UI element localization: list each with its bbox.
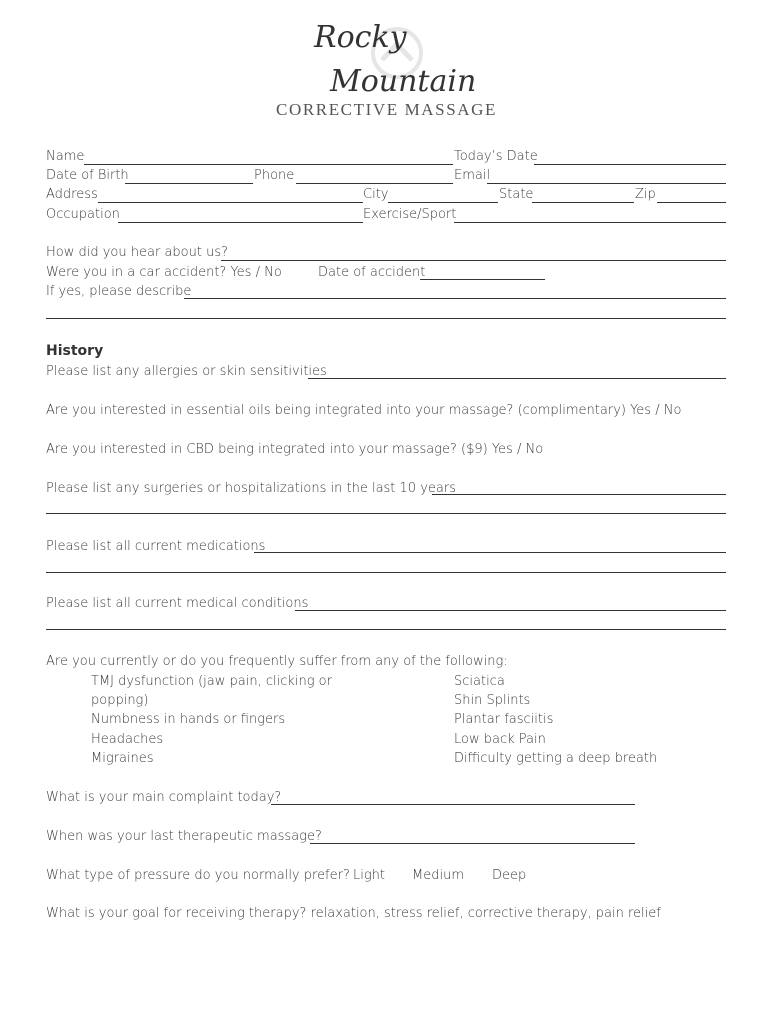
medications-field-line2[interactable]	[46, 572, 726, 573]
conditions-field[interactable]	[295, 610, 726, 611]
todays-date-field[interactable]	[534, 164, 726, 165]
goal-question: What is your goal for receiving therapy? relaxation, stress relief, corrective therapy, pain relief	[46, 906, 661, 921]
medications-label: Please list all current medications	[46, 539, 266, 554]
exercise-label: Exercise/Sport	[363, 207, 457, 222]
zip-field[interactable]	[657, 202, 726, 203]
logo-line2: Mountain	[330, 64, 477, 99]
dob-field[interactable]	[125, 183, 253, 184]
allergies-label: Please list any allergies or skin sensitivities	[46, 364, 327, 379]
name-field[interactable]	[84, 164, 453, 165]
logo	[270, 18, 510, 128]
email-label: Email	[454, 168, 491, 183]
pressure-option-deep[interactable]: Deep	[492, 868, 527, 883]
complaint-label: What is your main complaint today?	[46, 790, 282, 805]
condition-item: Headaches	[91, 732, 164, 747]
condition-item: Sciatica	[454, 674, 505, 689]
medications-field[interactable]	[254, 552, 726, 553]
essential-oils-question: Are you interested in essential oils being integrated into your massage? (complimentary) Yes / No	[46, 403, 682, 418]
name-label: Name	[46, 149, 85, 164]
surgeries-field[interactable]	[432, 494, 726, 495]
allergies-field[interactable]	[308, 378, 726, 379]
condition-item: Low back Pain	[454, 732, 546, 747]
suffer-question: Are you currently or do you frequently suffer from any of the following:	[46, 654, 508, 669]
hear-about-field[interactable]	[221, 260, 726, 261]
accident-question: Were you in a car accident? Yes / No	[46, 265, 282, 280]
hear-about-label: How did you hear about us?	[46, 245, 228, 260]
condition-item: TMJ dysfunction (jaw pain, clicking or	[91, 674, 332, 689]
occupation-field[interactable]	[118, 222, 363, 223]
surgeries-field-line2[interactable]	[46, 513, 726, 514]
conditions-label: Please list all current medical conditions	[46, 596, 309, 611]
accident-date-field[interactable]	[420, 279, 545, 280]
condition-item: Numbness in hands or fingers	[91, 712, 286, 727]
phone-label: Phone	[254, 168, 295, 183]
last-massage-field[interactable]	[310, 843, 635, 844]
address-label: Address	[46, 187, 98, 202]
accident-date-label: Date of accident	[318, 265, 426, 280]
condition-item: Migraines	[91, 751, 154, 766]
last-massage-label: When was your last therapeutic massage?	[46, 829, 322, 844]
complaint-field[interactable]	[271, 804, 635, 805]
pressure-option-medium[interactable]: Medium	[412, 868, 464, 883]
dob-label: Date of Birth	[46, 168, 129, 183]
city-label: City	[363, 187, 389, 202]
zip-label: Zip	[635, 187, 656, 202]
exercise-field[interactable]	[454, 222, 726, 223]
describe-field[interactable]	[184, 298, 726, 299]
condition-item: Difficulty getting a deep breath	[454, 751, 658, 766]
state-field[interactable]	[532, 202, 634, 203]
condition-item: popping)	[91, 693, 149, 708]
describe-label: If yes, please describe	[46, 284, 192, 299]
condition-item: Shin Splints	[454, 693, 531, 708]
surgeries-label: Please list any surgeries or hospitalizations in the last 10 years	[46, 481, 456, 496]
logo-line1: Rocky	[314, 20, 407, 55]
describe-field-line2[interactable]	[46, 318, 726, 319]
phone-field[interactable]	[296, 183, 453, 184]
email-field[interactable]	[487, 183, 726, 184]
history-heading: History	[46, 343, 104, 359]
conditions-field-line2[interactable]	[46, 629, 726, 630]
address-field[interactable]	[98, 202, 363, 203]
pressure-question: What type of pressure do you normally prefer?	[46, 868, 350, 883]
cbd-question: Are you interested in CBD being integrated into your massage? ($9) Yes / No	[46, 442, 544, 457]
condition-item: Plantar fasciitis	[454, 712, 554, 727]
city-field[interactable]	[388, 202, 498, 203]
state-label: State	[499, 187, 534, 202]
pressure-option-light[interactable]: Light	[353, 868, 385, 883]
logo-subtitle: CORRECTIVE MASSAGE	[276, 100, 498, 119]
todays-date-label: Today’s Date	[454, 149, 538, 164]
occupation-label: Occupation	[46, 207, 120, 222]
